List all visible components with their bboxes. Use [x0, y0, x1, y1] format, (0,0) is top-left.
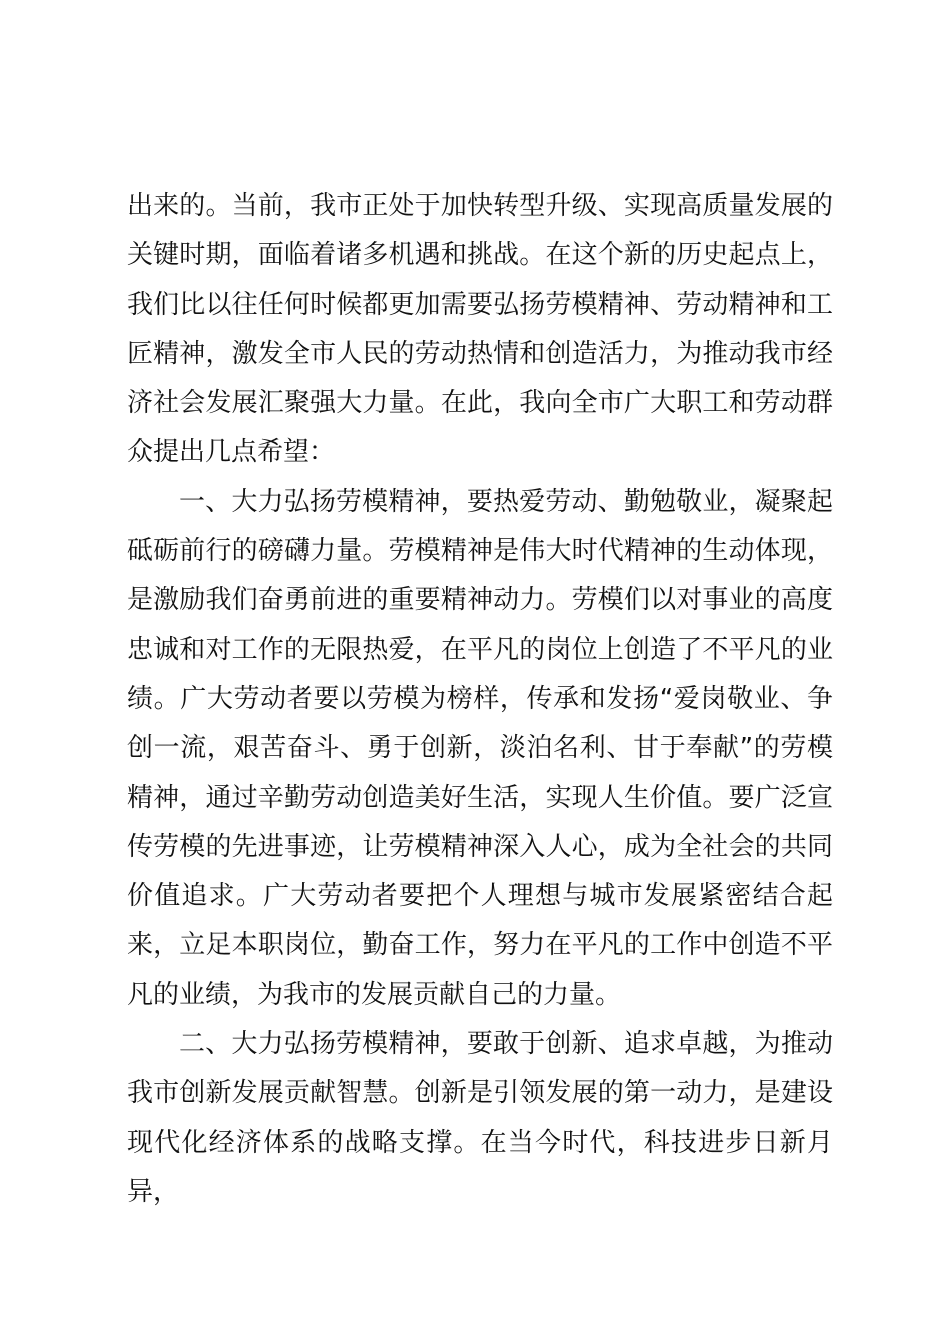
paragraph-point-one: 一、大力弘扬劳模精神，要热爱劳动、勤勉敬业，凝聚起砥砺前行的磅礴力量。劳模精神是伟大时代精神的生动体现，是激励我们奋勇前进的重要精神动力。劳模们以对事业的高度忠诚和对工作的无限热爱，在平凡的岗位上创造了不平凡的业绩。广大劳动者要以劳模为榜样，传承和发扬“爱岗敬业、争创一流，艰苦奋斗、勇于创新，淡泊名利、甘于奉献”的劳模精神，通过辛勤劳动创造美好生活，实现人生价值。要广泛宣传劳模的先进事迹，让劳模精神深入人心，成为全社会的共同价值追求。广大劳动者要把个人理想与城市发展紧密结合起来，立足本职岗位，勤奋工作，努力在平凡的工作中创造不平凡的业绩，为我市的发展贡献自己的力量。 — [127, 486, 833, 1010]
paragraph-continuation: 出来的。当前，我市正处于加快转型升级、实现高质量发展的关键时期，面临着诸多机遇和挑战。在这个新的历史起点上，我们比以往任何时候都更加需要弘扬劳模精神、劳动精神和工匠精神，激发全市人民的劳动热情和创造活力，为推动我市经济社会发展汇聚强大力量。在此，我向全市广大职工和劳动群众提出几点希望： — [127, 191, 833, 468]
document-body — [127, 182, 833, 1217]
paragraph-point-two: 二、大力弘扬劳模精神，要敢于创新、追求卓越，为推动我市创新发展贡献智慧。创新是引领发展的第一动力，是建设现代化经济体系的战略支撑。在当今时代，科技进步日新月异， — [127, 1029, 833, 1207]
